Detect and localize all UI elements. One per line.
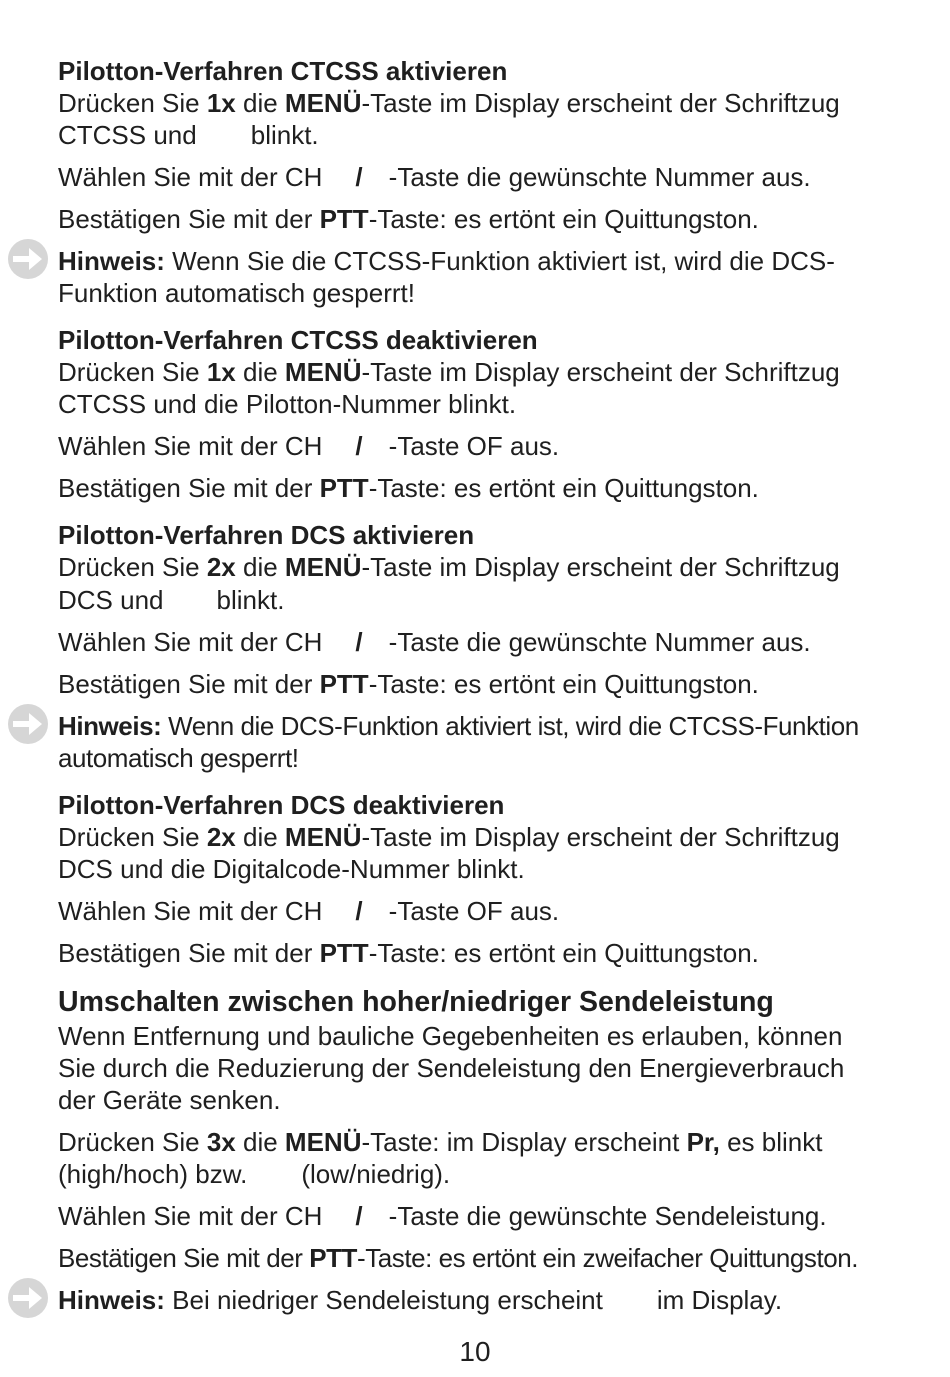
heading-ctcss-activate: Pilotton-Verfahren CTCSS aktivieren <box>58 56 508 86</box>
power-intro-line-1: Wenn Entfernung und bauliche Gegebenheiten es erlauben, können <box>58 1021 843 1051</box>
ctcss-activate-step-1-cont: CTCSS und blinkt. <box>58 120 319 150</box>
power-step-1: Drücken Sie 3x die MENÜ-Taste: im Display erscheint Pr, es blinkt <box>58 1127 823 1157</box>
heading-dcs-deactivate: Pilotton-Verfahren DCS deaktivieren <box>58 790 505 820</box>
arrow-right-circle-icon <box>7 238 49 280</box>
ctcss-activate-step-1: Drücken Sie 1x die MENÜ-Taste im Display erscheint der Schriftzug <box>58 88 840 118</box>
dcs-activate-note-cont: automatisch gesperrt! <box>58 743 299 773</box>
dcs-activate-step-3: Bestätigen Sie mit der PTT-Taste: es ertönt ein Quittungston. <box>58 669 759 699</box>
ctcss-activate-step-3: Bestätigen Sie mit der PTT-Taste: es ertönt ein Quittungston. <box>58 204 759 234</box>
dcs-activate-step-1-cont: DCS und blinkt. <box>58 585 285 615</box>
ctcss-deactivate-step-2: Wählen Sie mit der CH / -Taste OF aus. <box>58 431 560 461</box>
heading-ctcss-deactivate: Pilotton-Verfahren CTCSS deaktivieren <box>58 325 538 355</box>
dcs-activate-note: Hinweis: Wenn die DCS-Funktion aktiviert ist, wird die CTCSS-Funktion <box>58 711 859 741</box>
power-step-3: Bestätigen Sie mit der PTT-Taste: es ertönt ein zweifacher Quittungston. <box>58 1243 859 1273</box>
power-step-1-cont: (high/hoch) bzw. (low/niedrig). <box>58 1159 451 1189</box>
power-intro-line-3: der Geräte senken. <box>58 1085 281 1115</box>
power-step-2: Wählen Sie mit der CH / -Taste die gewünschte Sendeleistung. <box>58 1201 827 1231</box>
ctcss-activate-note-cont: Funktion automatisch gesperrt! <box>58 278 415 308</box>
heading-dcs-activate: Pilotton-Verfahren DCS aktivieren <box>58 520 475 550</box>
dcs-activate-step-2: Wählen Sie mit der CH / -Taste die gewünschte Nummer aus. <box>58 627 811 657</box>
ctcss-deactivate-step-1-cont: CTCSS und die Pilotton-Nummer blinkt. <box>58 389 517 419</box>
power-intro-line-2: Sie durch die Reduzierung der Sendeleistung den Energieverbrauch <box>58 1053 845 1083</box>
ctcss-deactivate-step-3: Bestätigen Sie mit der PTT-Taste: es ertönt ein Quittungston. <box>58 473 759 503</box>
arrow-right-circle-icon <box>7 703 49 745</box>
power-note: Hinweis: Bei niedriger Sendeleistung erscheint im Display. <box>58 1285 783 1315</box>
ctcss-deactivate-step-1: Drücken Sie 1x die MENÜ-Taste im Display erscheint der Schriftzug <box>58 357 840 387</box>
dcs-deactivate-step-2: Wählen Sie mit der CH / -Taste OF aus. <box>58 896 560 926</box>
dcs-deactivate-step-1: Drücken Sie 2x die MENÜ-Taste im Display erscheint der Schriftzug <box>58 822 840 852</box>
dcs-deactivate-step-1-cont: DCS und die Digitalcode-Nummer blinkt. <box>58 854 525 884</box>
ctcss-activate-note: Hinweis: Wenn Sie die CTCSS-Funktion aktiviert ist, wird die DCS- <box>58 246 835 276</box>
page-number: 10 <box>459 1336 491 1367</box>
heading-transmit-power: Umschalten zwischen hoher/niedriger Sendeleistung <box>58 986 774 1018</box>
arrow-right-circle-icon <box>7 1277 49 1319</box>
ctcss-activate-step-2: Wählen Sie mit der CH / -Taste die gewünschte Nummer aus. <box>58 162 811 192</box>
dcs-activate-step-1: Drücken Sie 2x die MENÜ-Taste im Display erscheint der Schriftzug <box>58 552 840 582</box>
dcs-deactivate-step-3: Bestätigen Sie mit der PTT-Taste: es ertönt ein Quittungston. <box>58 938 759 968</box>
